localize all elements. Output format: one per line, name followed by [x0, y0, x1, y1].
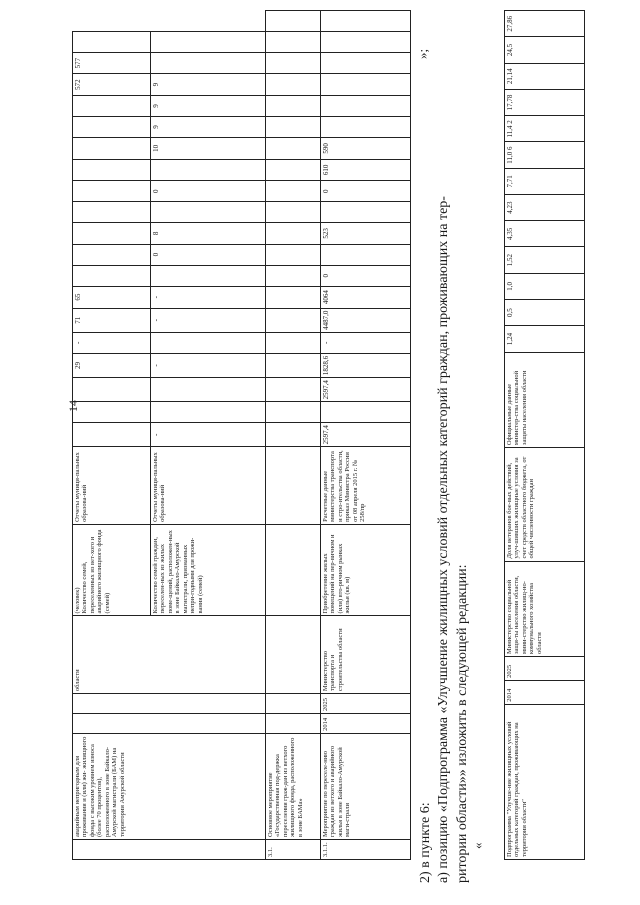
- source-cell: Отчеты муници-пальных образова-ний: [73, 447, 151, 524]
- end-year: 2025: [505, 657, 585, 681]
- program-table: [72, 10, 411, 860]
- table-row: Количество семей граждан, переселен-ных из жилых поме-щений, расположен-ных в зоне Байкало-Амурской магистрали, признанных непри-годными для прожи-вания (семей) Отчеты муници-пальных образова-ний - - - - 0 8 0 10 9 9 9: [151, 11, 266, 860]
- row-name-top: аварийным непригодным для проживания и (или) жи-: [74, 755, 89, 838]
- opening-quote: «: [470, 842, 485, 849]
- indicator-cell: Количество семей, переселенных из вет-хого и аварийного жилищного фонда (семей): [81, 529, 111, 614]
- indicator-cell: Приобретение жилых помещений на пер-вичном и (или) вто-ричном рынках жилья (кв. м): [321, 524, 411, 616]
- indicator-cell: Доля ветеранов бое-вых действий, улуч-шивших жилищные условия за счет средств областного бюджета, от общей численности граждан: [505, 448, 585, 561]
- row-number: 3.1.1.: [321, 840, 411, 860]
- start-year: 2014: [321, 713, 411, 733]
- table-row: [266, 11, 321, 860]
- source-cell: Официальные данные министер-ства социальной защиты населения области: [505, 352, 585, 448]
- start-year: 2014: [505, 680, 585, 704]
- section-text-line1: а) позицию «Подпрограмма «Улучшение жилищных условий отдельных категорий граждан, проживающих на тер-: [436, 196, 451, 883]
- table-row: 3.1.1. Мероприятие по переселе-нию граждан из ветхого и аварийного жилья в зоне Байкало-Амурской маги-страли 2014 2025 Министерство транспорта и строительства области Приобретение жилых помещений на пер-вичном и (или) вто-ричном рынках жилья (кв. м) Расчетные данные министерства транспорта и стро-ительства области, приказ Министра России от 08 апреля 2015 г. № 258/пр 2597,4 2597,4 1828,6 - 4487,0 4064 0 523 0 610 590: [321, 11, 411, 860]
- indicator-cell: Количество семей граждан, переселен-ных из жилых поме-щений, расположен-ных в зоне Байкало-Амурской магистрали, признанных непри-годными для прожи-вания (семей): [151, 524, 266, 616]
- row-number: 3.1.: [266, 840, 321, 860]
- row-name: жилищного фонда с высоким уровнем износа (более 70 процентов), расположенного в зоне Байкало-Амурской магистрали (БАМ) на территории Амурской области: [81, 736, 126, 838]
- page-number: 14: [66, 400, 80, 412]
- section-text-line2: ритории области»» изложить в следующей редакции:: [455, 564, 470, 883]
- end-year: 2025: [321, 694, 411, 714]
- table-row: аварийным непригодным для проживания и (или) жи- жилищного фонда с высоким уровнем износа (более 70 процентов), расположенного в зоне Байкало-Амурской магистрали (БАМ) на территории Амурской области области (человек) Количество семей, переселенных из вет-хого и аварийного жилищного фонда (семей) Отчеты муници-пальных образова-ний 29 - 71 65 572 577: [73, 11, 151, 860]
- source-cell: Отчеты муници-пальных образова-ний: [151, 447, 266, 524]
- executor-cell: Министерство социальной защи-ты населения области, мини-стерство жилищ-но-коммунального хозяйства области: [505, 561, 585, 657]
- table-row: Подпрограмма "Улучше-ние жилищных условий отдельных категорий граждан, проживающих на территории области" 2014 2025 Министерство социальной защи-ты населения области, мини-стерство жилищ-но-коммунального хозяйства области Доля ветеранов бое-вых действий, улуч-шивших жилищные условия за счет средств областного бюджета, от общей численности граждан Официальные данные министер-ства социальной защиты населения области 1,24 0,5 1,0 1,52 4,35 4,23 7,71 11,0 6 11,4 2 17,78 21,14 24,5 27,86: [505, 11, 585, 860]
- row-name: Основное мероприятие «Государственная под-держка переселения граж-дан из ветхого жилищного фонда, расположенного в зоне БАМа»: [266, 733, 321, 839]
- source-cell: Расчетные данные министерства транспорта и стро-ительства области, приказ Министра России от 08 апреля 2015 г. № 258/пр: [321, 447, 411, 524]
- row-name: Мероприятие по переселе-нию граждан из ветхого и аварийного жилья в зоне Байкало-Амурской маги-страли: [321, 733, 411, 839]
- row-name: Подпрограмма "Улучше-ние жилищных условий отдельных категорий граждан, проживающих на территории области": [505, 704, 585, 859]
- executor-cell: области: [73, 616, 266, 694]
- executor-cell: Министерство транспорта и строительства области: [321, 616, 411, 694]
- section-heading: 2) в пункте 6:: [418, 802, 433, 883]
- subprogram-table: [504, 10, 585, 860]
- closing-quote: »;: [415, 48, 430, 59]
